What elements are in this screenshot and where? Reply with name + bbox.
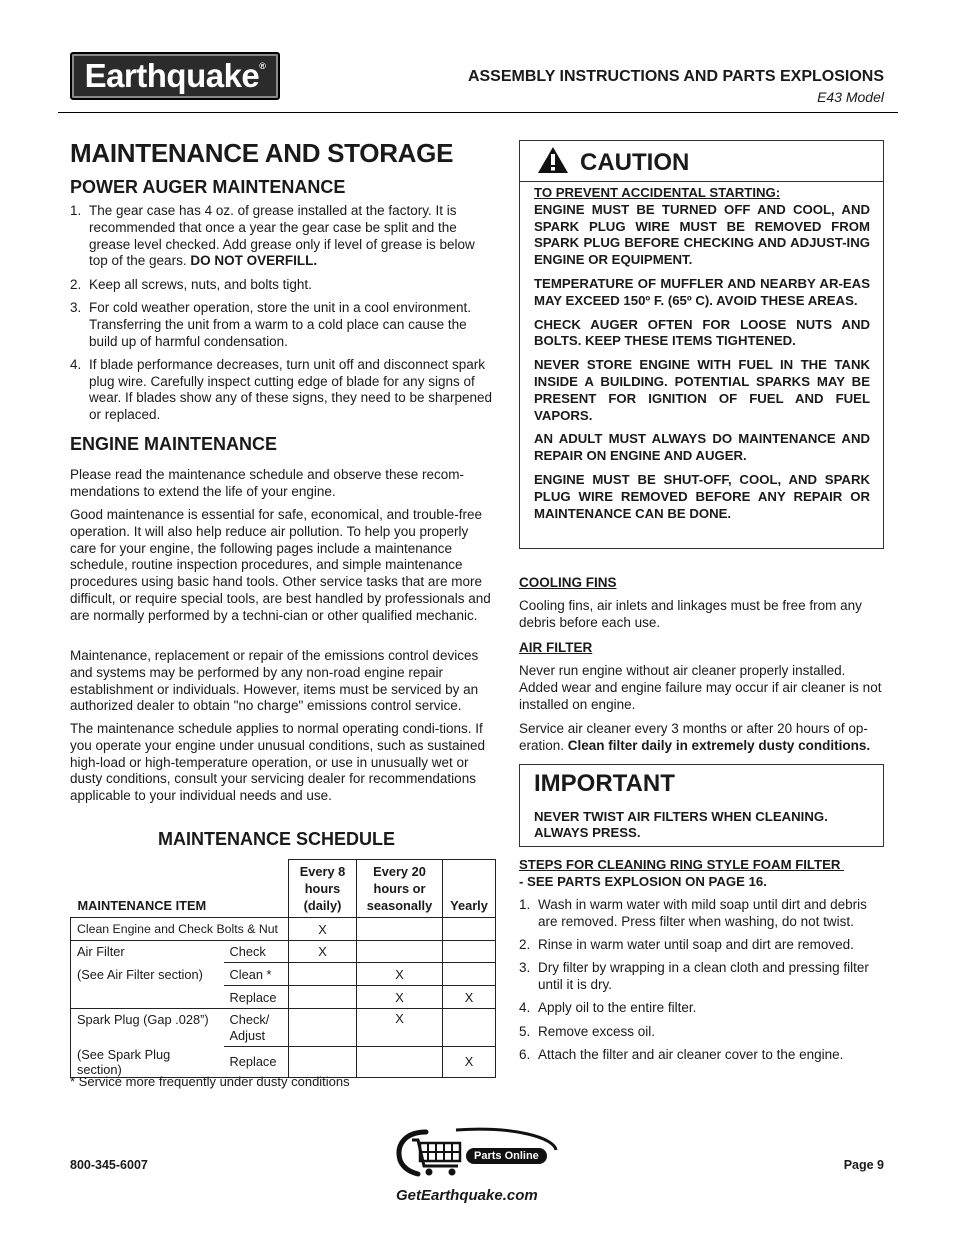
cooling-heading: COOLING FINS (519, 575, 617, 590)
engine-paragraph: Good maintenance is essential for safe, economical, and trouble-free operation. It will also help reduce air pollution. To help you properly care for your engine, the following pages include a maintenance schedule, routine inspection procedures, and simple maintenance procedures using basic hand tools. Other service tasks that are more difficult, or require special tools, are best handled by professionals and are normally performed by a techni-cian or other qualified mechanic. (70, 507, 491, 623)
table-cell: Spark Plug (Gap .028”) (71, 1009, 224, 1047)
steps-heading: STEPS FOR CLEANING RING STYLE FOAM FILTER - SEE PARTS EXPLOSION ON PAGE 16. (519, 857, 845, 889)
list-item: 6. Attach the filter and air cleaner cover to the engine. (519, 1047, 844, 1063)
table-cell (289, 963, 357, 986)
auger-list (70, 203, 493, 431)
steps-list (519, 897, 886, 1070)
table-cell (443, 1009, 496, 1047)
table-cell: (See Air Filter section) (71, 963, 224, 986)
table-cell: Clean Engine and Check Bolts & Nut (71, 918, 289, 941)
engine-paragraph: Please read the maintenance schedule and observe these recom-mendations to extend the life of your engine. (70, 467, 464, 499)
caution-title: CAUTION (580, 149, 690, 176)
table-cell (289, 986, 357, 1009)
cooling-text: Cooling fins, air inlets and linkages must be free from any debris before each use. (519, 598, 862, 630)
table-cell: Clean * (224, 963, 289, 986)
table-row (71, 918, 496, 941)
parts-online-badge: Parts Online (466, 1148, 547, 1164)
caution-header (520, 141, 883, 182)
caution-paragraph: ENGINE MUST BE TURNED OFF AND COOL, AND SPARK PLUG WIRE MUST BE REMOVED FROM SPARK PLUG BEFORE CHECKING AND ADJUST-ING ENGINE OR EQUIPMENT. (534, 201, 870, 268)
list-item: 4. If blade performance decreases, turn unit off and disconnect spark plug wire. Carefully inspect cutting edge of blade for any signs of wear. If blades show any of these signs, they need to be sharpened or replaced. (70, 356, 493, 423)
engine-paragraph: The maintenance schedule applies to normal operating condi-tions. If you operate your engine under unusual conditions, such as sustained high-load or high-temperature operation, or use in unusually wet or dusty conditions, consult your servicing dealer for recommendations applicable to your individual needs and use. (70, 721, 486, 804)
caution-box (519, 140, 884, 549)
schedule-heading: MAINTENANCE SCHEDULE (158, 829, 396, 849)
table-cell (357, 941, 443, 963)
caution-paragraph: ENGINE MUST BE SHUT-OFF, COOL, AND SPARK PLUG WIRE REMOVED BEFORE ANY REPAIR OR MAINTENANCE CAN BE DONE. (534, 471, 870, 521)
list-item: 4. Apply oil to the entire filter. (519, 1000, 697, 1016)
table-cell: X (443, 986, 496, 1009)
warning-triangle-icon (537, 146, 569, 174)
page-title: MAINTENANCE AND STORAGE (70, 138, 454, 168)
col-header-item: MAINTENANCE ITEM (71, 860, 289, 918)
header-title: ASSEMBLY INSTRUCTIONS AND PARTS EXPLOSIONS (467, 68, 884, 85)
table-cell: X (289, 941, 357, 963)
table-cell: X (357, 986, 443, 1009)
engine-heading: ENGINE MAINTENANCE (70, 434, 278, 454)
table-row (71, 1047, 496, 1078)
auger-heading: POWER AUGER MAINTENANCE (70, 177, 346, 197)
air-filter-service: Service air cleaner every 3 months or after 20 hours of op-eration. Clean filter daily in extremely dusty conditions. (519, 721, 871, 753)
table-cell: X (357, 963, 443, 986)
caution-lead: TO PREVENT ACCIDENTAL STARTING: (534, 185, 781, 200)
table-cell (443, 918, 496, 941)
maintenance-table (70, 859, 496, 1078)
footer-url[interactable]: GetEarthquake.com (396, 1187, 538, 1204)
table-cell: Check (224, 941, 289, 963)
table-cell: (See Spark Plug section) (71, 1047, 224, 1078)
footer-page-number: Page 9 (843, 1158, 884, 1172)
caution-paragraph: CHECK AUGER OFTEN FOR LOOSE NUTS AND BOLTS. KEEP THESE ITEMS TIGHTENED. (534, 316, 870, 349)
table-cell: Air Filter (71, 941, 224, 963)
table-row (71, 963, 496, 986)
list-item: 3. Dry filter by wrapping in a clean cloth and pressing filter until it is dry. (519, 960, 869, 993)
footer-phone: 800-345-6007 (70, 1158, 148, 1172)
table-cell (443, 963, 496, 986)
list-item: 1. Wash in warm water with mild soap until dirt and debris are removed. Press filter when washing, do not twist. (519, 897, 867, 929)
table-cell: X (357, 1009, 443, 1047)
header-model: E43 Model (817, 89, 884, 105)
table-cell (289, 1047, 357, 1078)
parts-online-logo (396, 1126, 558, 1182)
list-item: 2. Keep all screws, nuts, and bolts tight. (70, 276, 312, 292)
table-cell (357, 1047, 443, 1078)
col-header-yearly: Yearly (443, 860, 496, 918)
air-filter-text: Never run engine without air cleaner properly installed. Added wear and engine failure may occur if air cleaner is not installed on engine. (519, 663, 882, 712)
earthquake-logo: Earthquake® (70, 52, 280, 100)
table-cell: X (443, 1047, 496, 1078)
table-row (71, 986, 496, 1009)
air-filter-heading: AIR FILTER (519, 640, 593, 655)
col-header-8h: Every 8 hours (daily) (289, 860, 357, 918)
table-cell (357, 918, 443, 941)
header-divider (58, 112, 898, 113)
table-cell (443, 941, 496, 963)
engine-paragraph: Maintenance, replacement or repair of the emissions control devices and systems may be performed by any non-road engine repair establishment or individuals. However, items must be serviced by an authorized dealer to obtain "no charge" emissions control service. (70, 648, 479, 714)
col-header-20h: Every 20 hours or seasonally (357, 860, 443, 918)
table-cell (71, 986, 224, 1009)
table-cell (289, 1009, 357, 1047)
list-item: 5. Remove excess oil. (519, 1023, 656, 1039)
table-row (71, 1009, 496, 1047)
important-body: NEVER TWIST AIR FILTERS WHEN CLEANING. ALWAYS PRESS. (534, 809, 828, 840)
caution-paragraph: NEVER STORE ENGINE WITH FUEL IN THE TANK INSIDE A BUILDING. POTENTIAL SPARKS MAY BE PRESENT FOR IGNITION OF FUEL AND FUEL VAPORS. (534, 357, 870, 423)
list-item: 2. Rinse in warm water until soap and dirt are removed. (519, 937, 854, 953)
caution-body (534, 185, 870, 529)
caution-paragraph: AN ADULT MUST ALWAYS DO MAINTENANCE AND REPAIR ON ENGINE AND AUGER. (534, 431, 870, 464)
table-footnote: * Service more frequently under dusty conditions (70, 1074, 350, 1089)
table-cell: Replace (224, 986, 289, 1009)
table-cell: Replace (224, 1047, 289, 1078)
table-cell: X (289, 918, 357, 941)
list-item: 3. For cold weather operation, store the unit in a cool environment. Transferring the unit from a warm to a cold place can cause the build up of harmful condensation. (70, 299, 471, 349)
important-title: IMPORTANT (534, 770, 675, 797)
important-box (519, 764, 884, 847)
table-row (71, 941, 496, 963)
table-cell: Check/ Adjust (224, 1009, 289, 1047)
list-item: 1. The gear case has 4 oz. of grease installed at the factory. It is recommended that once a year the gear case be split and the grease level checked. Add grease only if level of grease is below top of the gears. DO NOT OVERFILL. (70, 203, 475, 269)
caution-paragraph: TEMPERATURE OF MUFFLER AND NEARBY AR-EAS MAY EXCEED 150º F. (65º C). AVOID THESE AREAS. (534, 275, 870, 308)
